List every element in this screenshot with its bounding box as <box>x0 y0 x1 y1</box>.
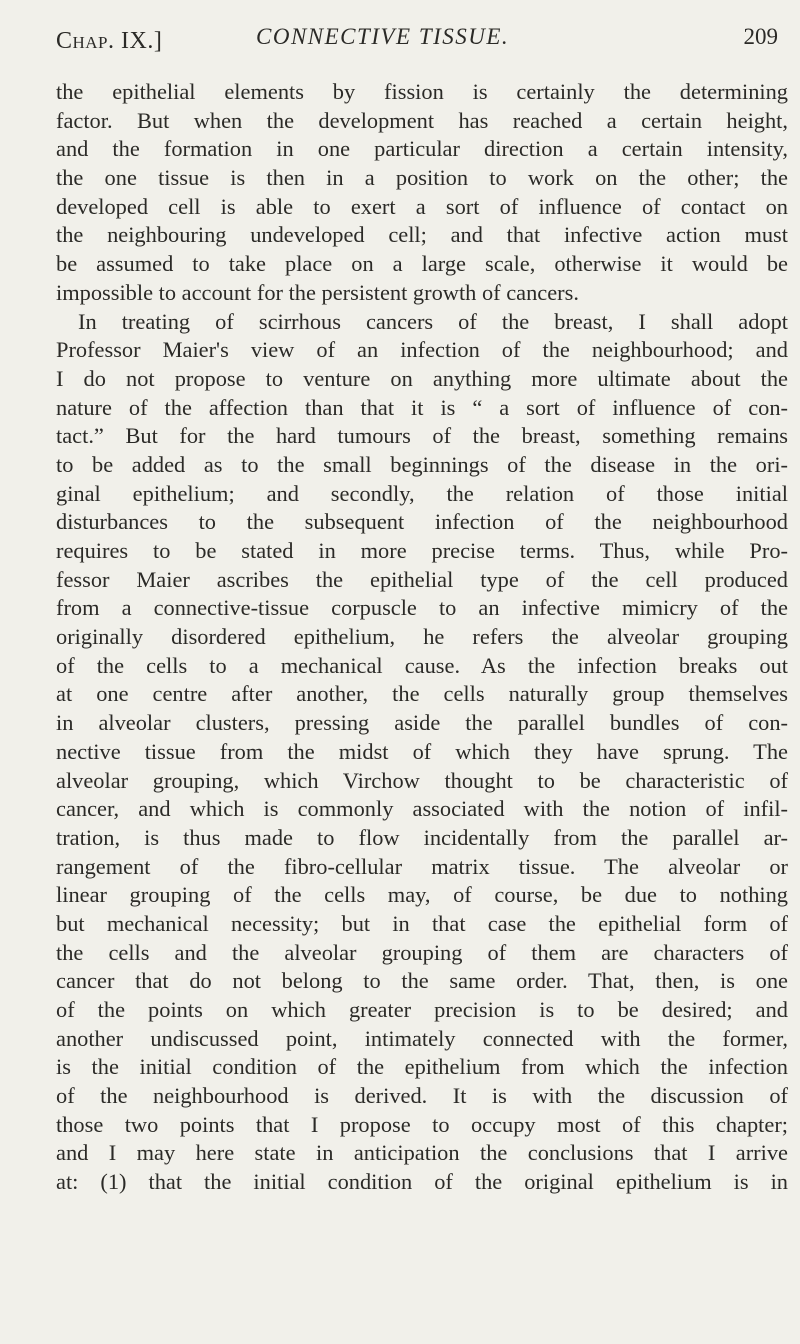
text-line: of the cells to a mechanical cause. As the infection breaks out <box>56 652 788 678</box>
text-line: at one centre after another, the cells naturally group themselves <box>56 681 788 707</box>
body-text <box>56 78 788 1197</box>
text-line: nective tissue from the midst of which they have sprung. The <box>56 738 788 764</box>
text-line: and the formation in one particular direction a certain intensity, <box>56 136 788 162</box>
page-number: 209 <box>743 24 778 49</box>
text-line: tration, is thus made to flow incidentally from the parallel ar- <box>56 824 788 850</box>
text-line: to be added as to the small beginnings of the disease in the ori- <box>56 451 788 477</box>
text-line: linear grouping of the cells may, of course, be due to nothing <box>56 882 788 908</box>
text-line: fessor Maier ascribes the epithelial type of the cell produced <box>56 566 788 592</box>
text-line: disturbances to the subsequent infection of the neighbourhood <box>56 509 788 535</box>
running-title: CONNECTIVE TISSUE. <box>256 24 510 49</box>
text-line: ginal epithelium; and secondly, the relation of those initial <box>56 480 788 506</box>
text-line: of the points on which greater precision is to be desired; and <box>56 997 788 1022</box>
text-line: impossible to account for the persistent growth of cancers. <box>56 279 579 305</box>
chapter-label: Chap. IX.] <box>56 28 163 54</box>
text-line: Professor Maier's view of an infection of the neighbourhood; and <box>56 337 788 363</box>
running-head <box>56 24 778 60</box>
text-line: from a connective-tissue corpuscle to an infective mimicry of the <box>56 595 788 621</box>
text-line: the one tissue is then in a position to work on the other; the <box>56 165 788 191</box>
text-line: cancer that do not belong to the same order. That, then, is one <box>56 968 788 994</box>
text-line: is the initial condition of the epithelium from which the infection <box>56 1054 788 1080</box>
text-line: In treating of scirrhous cancers of the breast, I shall adopt <box>78 308 788 334</box>
text-line: rangement of the fibro-cellular matrix tissue. The alveolar or <box>56 853 788 879</box>
text-line: at: (1) that the initial condition of the original epithelium is in <box>56 1169 788 1195</box>
text-line: be assumed to take place on a large scale, otherwise it would be <box>56 251 788 277</box>
text-line: I do not propose to venture on anything more ultimate about the <box>56 365 788 391</box>
text-line: the epithelial elements by fission is certainly the determining <box>56 79 788 104</box>
text-line: cancer, and which is commonly associated with the notion of infil- <box>56 796 788 822</box>
text-line: but mechanical necessity; but in that case the epithelial form of <box>56 910 788 936</box>
text-line: the cells and the alveolar grouping of them are characters of <box>56 939 788 965</box>
text-line: in alveolar clusters, pressing aside the parallel bundles of con- <box>56 710 788 736</box>
text-line: developed cell is able to exert a sort of influence of contact on <box>56 193 788 219</box>
text-line: the neighbouring undeveloped cell; and that infective action must <box>56 222 788 248</box>
text-line: of the neighbourhood is derived. It is with the discussion of <box>56 1083 788 1109</box>
text-line: originally disordered epithelium, he refers the alveolar grouping <box>56 624 788 650</box>
text-line: and I may here state in anticipation the conclusions that I arrive <box>56 1140 788 1166</box>
text-line: tact.” But for the hard tumours of the breast, something remains <box>56 423 788 449</box>
text-line: nature of the affection than that it is “ a sort of influence of con- <box>56 394 788 420</box>
text-line: requires to be stated in more precise terms. Thus, while Pro- <box>56 538 788 563</box>
text-line: another undiscussed point, intimately connected with the former, <box>56 1025 788 1051</box>
text-line: factor. But when the development has reached a certain height, <box>56 107 788 133</box>
text-line: alveolar grouping, which Virchow thought to be characteristic of <box>56 767 788 793</box>
text-line: those two points that I propose to occupy most of this chapter; <box>56 1111 788 1137</box>
